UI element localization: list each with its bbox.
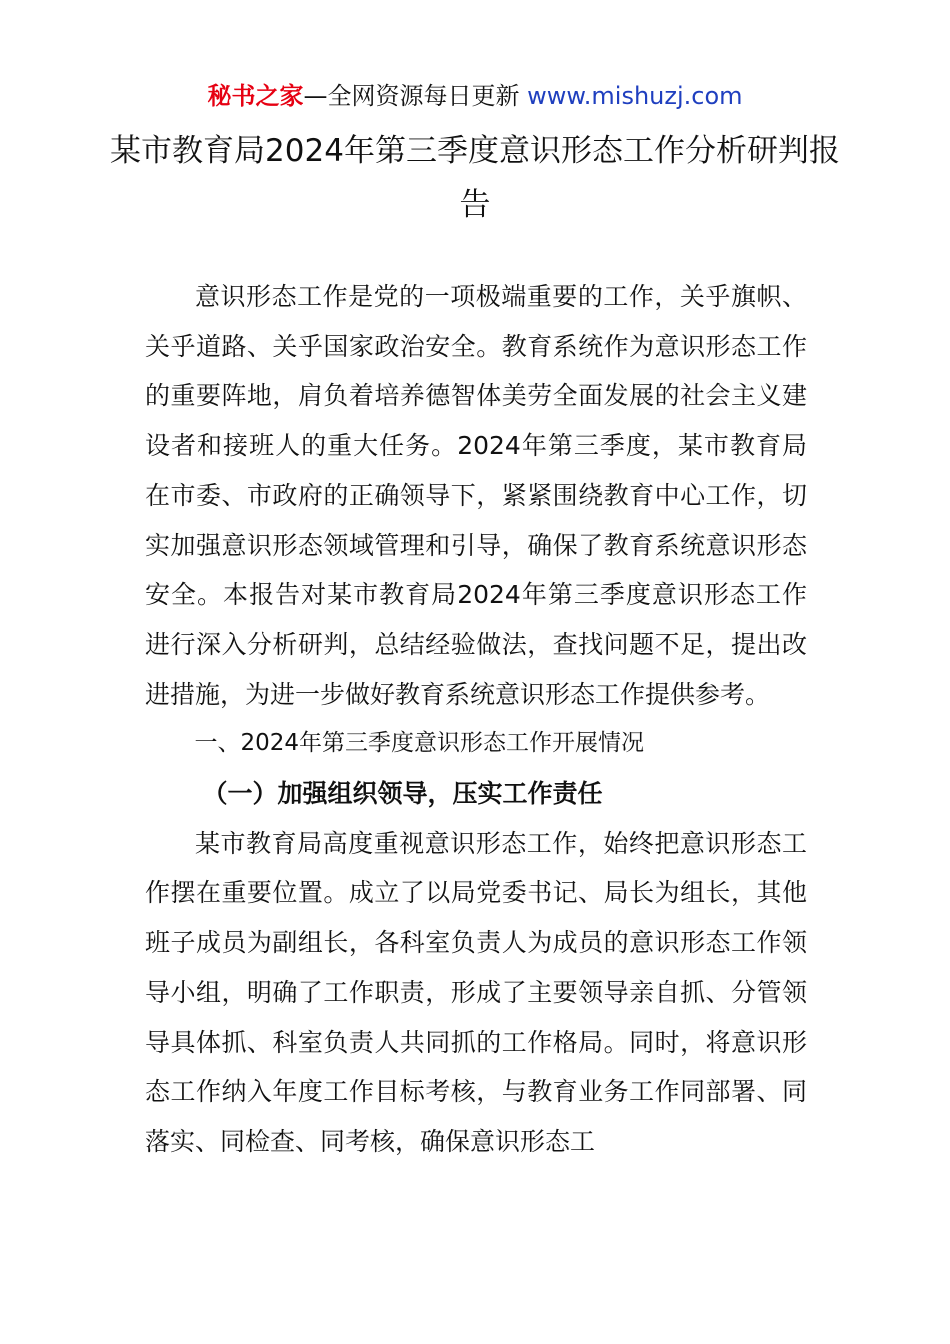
site-banner: [0, 80, 950, 112]
document-body: [145, 272, 807, 1167]
subsection-heading: （一）加强组织领导，压实工作责任: [202, 779, 603, 809]
banner-tagline: —全网资源每日更新: [303, 82, 528, 110]
body-paragraph: 某市教育局高度重视意识形态工作，始终把意识形态工作摆在重要位置。成立了以局党委书记、局长为组长，其他班子成员为副组长，各科室负责人为成员的意识形态工作领导小组，明确了工作职责，形成了主要领导亲自抓、分管领导具体抓、科室负责人共同抓的工作格局。同时，将意识形态工作纳入年度工作目标考核，与教育业务工作同部署、同落实、同检查、同考核，确保意识形态工: [145, 828, 807, 1156]
site-url-link[interactable]: www.mishuzj.com: [527, 82, 743, 110]
intro-paragraph: 意识形态工作是党的一项极端重要的工作，关乎旗帜、关乎道路、关乎国家政治安全。教育系统作为意识形态工作的重要阵地，肩负着培养德智体美劳全面发展的社会主义建设者和接班人的重大任务。2024年第三季度，某市教育局在市委、市政府的正确领导下，紧紧围绕教育中心工作，切实加强意识形态领域管理和引导，确保了教育系统意识形态安全。本报告对某市教育局2024年第三季度意识形态工作进行深入分析研判，总结经验做法，查找问题不足，提出改进措施，为进一步做好教育系统意识形态工作提供参考。: [145, 282, 807, 709]
brand-name: 秘书之家: [207, 82, 304, 110]
document-title: 某市教育局2024年第三季度意识形态工作分析研判报告: [110, 133, 840, 223]
section-heading: 一、2024年第三季度意识形态工作开展情况: [194, 730, 644, 757]
